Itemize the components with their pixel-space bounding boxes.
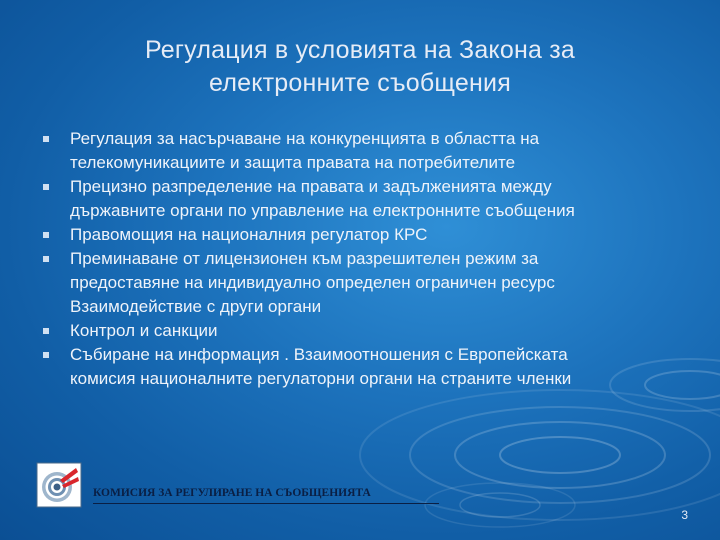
square-bullet-icon — [43, 256, 49, 262]
bullet-text-line: Регулация за насърчаване на конкуренцията в областта на — [70, 129, 540, 148]
square-bullet-icon — [43, 328, 49, 334]
square-bullet-icon — [43, 232, 49, 238]
bullet-text-line: телекомуникациите и защита правата на потребителите — [70, 153, 516, 172]
bullet-list — [40, 127, 700, 391]
bullet-text-line: Контрол и санкции — [70, 321, 218, 340]
bullet-text-line: комисия националните регулаторни органи на страните членки — [70, 369, 572, 388]
slide-title-line: електронните съобщения — [209, 69, 511, 97]
organization-name: КОМИСИЯ ЗА РЕГУЛИРАНЕ НА СЪОБЩЕНИЯТА — [93, 487, 371, 499]
bullet-text-line: Правомощия на националния регулатор КРС — [70, 225, 428, 244]
bullet-item — [40, 343, 700, 391]
organization-underline — [93, 503, 439, 504]
bullet-item — [40, 175, 700, 223]
bullet-text-line: предоставяне на индивидуално определен ограничен ресурс — [70, 273, 555, 292]
bullet-text-line: Прецизно разпределение на правата и задълженията между — [70, 177, 552, 196]
bullet-text-line: държавните органи по управление на електронните съобщения — [70, 201, 575, 220]
slide-title — [60, 34, 660, 100]
bullet-item — [40, 247, 700, 319]
bullet-item — [40, 319, 700, 343]
bullet-item — [40, 223, 700, 247]
square-bullet-icon — [43, 184, 49, 190]
bullet-text-line: Събиране на информация . Взаимоотношения с Европейската — [70, 345, 568, 364]
bullet-text-line: Преминаване от лицензионен към разрешителен режим за — [70, 249, 539, 268]
bullet-text-line: Взаимодействие с други органи — [70, 297, 322, 316]
square-bullet-icon — [43, 352, 49, 358]
square-bullet-icon — [43, 136, 49, 142]
page-number: 3 — [681, 508, 688, 522]
crc-logo-icon — [36, 462, 82, 508]
bullet-item — [40, 127, 700, 175]
slide-title-line: Регулация в условията на Закона за — [145, 36, 575, 64]
